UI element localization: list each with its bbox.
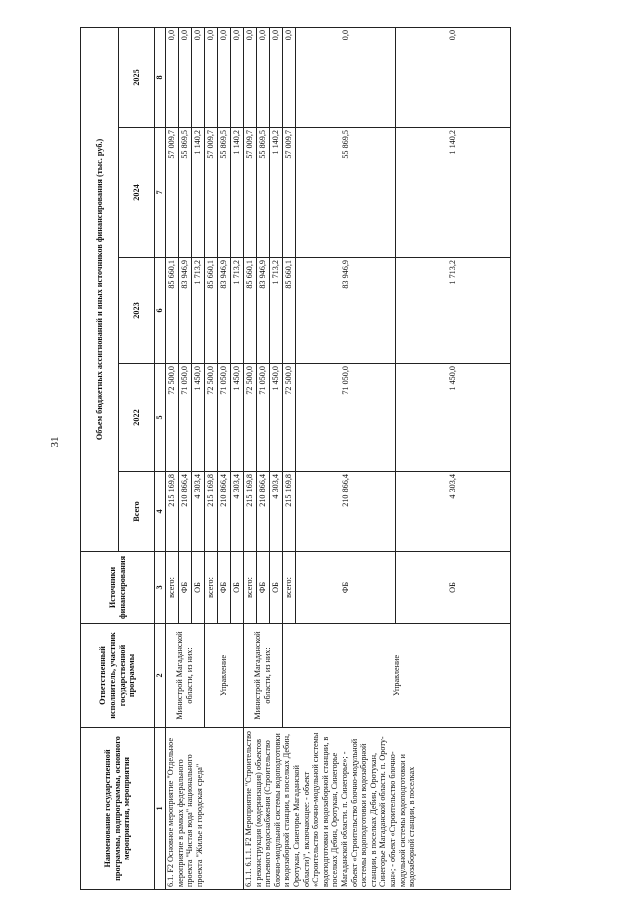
value-2025: 0,0 <box>244 27 257 127</box>
col-number: 3 <box>155 552 166 624</box>
source-cell: ОБ <box>231 552 244 624</box>
value-2023: 1 713,2 <box>231 258 244 364</box>
value-2022: 71 050,0 <box>218 364 231 472</box>
header-volume: Объем бюджетных ассигнований и иных источников финансирования (тыс. руб.) <box>81 27 119 551</box>
source-cell: всего: <box>283 552 296 624</box>
value-2024: 55 869,5 <box>179 128 192 258</box>
value-2024: 55 869,5 <box>296 128 396 258</box>
col-number: 6 <box>155 258 166 364</box>
value-2022: 71 050,0 <box>296 364 396 472</box>
source-cell: ФБ <box>179 552 192 624</box>
executor-cell: Министрой Магаданской области, из них: <box>166 624 205 728</box>
value-2025: 0,0 <box>205 27 218 127</box>
value-2022: 72 500,0 <box>244 364 257 472</box>
value-2025: 0,0 <box>296 27 396 127</box>
value-total: 4 303,4 <box>396 472 511 552</box>
value-2024: 57 009,7 <box>166 128 179 258</box>
rotated-table-container <box>80 28 575 890</box>
value-total: 210 866,4 <box>179 472 192 552</box>
value-2023: 85 660,1 <box>283 258 296 364</box>
source-cell: всего: <box>244 552 257 624</box>
value-2025: 0,0 <box>270 27 283 127</box>
value-total: 4 303,4 <box>231 472 244 552</box>
value-total: 4 303,4 <box>192 472 205 552</box>
value-total: 215 169,8 <box>244 472 257 552</box>
value-2022: 72 500,0 <box>283 364 296 472</box>
source-cell: ФБ <box>218 552 231 624</box>
source-cell: ОБ <box>270 552 283 624</box>
value-2024: 1 140,2 <box>192 128 205 258</box>
col-number: 4 <box>155 472 166 552</box>
value-2022: 71 050,0 <box>179 364 192 472</box>
value-2025: 0,0 <box>218 27 231 127</box>
value-2025: 0,0 <box>231 27 244 127</box>
value-2025: 0,0 <box>179 27 192 127</box>
value-2024: 55 869,5 <box>257 128 270 258</box>
header-total: Всего <box>119 472 155 552</box>
value-2023: 1 713,2 <box>396 258 511 364</box>
col-number: 7 <box>155 128 166 258</box>
value-2023: 83 946,9 <box>218 258 231 364</box>
executor-cell: Министрой Магаданской области, из них: <box>244 624 283 728</box>
source-cell: ФБ <box>257 552 270 624</box>
value-total: 210 866,4 <box>257 472 270 552</box>
value-2025: 0,0 <box>396 27 511 127</box>
source-cell: всего: <box>205 552 218 624</box>
header-year-2025: 2025 <box>119 27 155 127</box>
value-2022: 1 450,0 <box>231 364 244 472</box>
executor-cell: Управление <box>283 624 511 728</box>
value-2024: 1 140,2 <box>270 128 283 258</box>
value-2023: 1 713,2 <box>192 258 205 364</box>
value-2024: 57 009,7 <box>283 128 296 258</box>
source-cell: ОБ <box>396 552 511 624</box>
value-2022: 71 050,0 <box>257 364 270 472</box>
header-year-2024: 2024 <box>119 128 155 258</box>
value-2022: 1 450,0 <box>396 364 511 472</box>
page-number: 31 <box>49 436 61 448</box>
table-body <box>166 27 511 889</box>
value-2025: 0,0 <box>283 27 296 127</box>
value-2023: 83 946,9 <box>179 258 192 364</box>
value-2022: 72 500,0 <box>166 364 179 472</box>
table-row <box>244 27 257 889</box>
value-total: 210 866,4 <box>296 472 396 552</box>
col-number: 1 <box>155 728 166 890</box>
value-total: 4 303,4 <box>270 472 283 552</box>
value-2022: 1 450,0 <box>270 364 283 472</box>
source-cell: ФБ <box>296 552 396 624</box>
value-2024: 1 140,2 <box>231 128 244 258</box>
section-name: 6.1. F2 Основное мероприятие "Отдельное мероприятие в рамках федерального проекта "Чистая вода" национального проекта "Жилье и городская среда" <box>166 728 244 890</box>
col-number: 5 <box>155 364 166 472</box>
source-cell: всего: <box>166 552 179 624</box>
value-2025: 0,0 <box>257 27 270 127</box>
value-2023: 85 660,1 <box>166 258 179 364</box>
table-row <box>166 27 179 889</box>
value-2023: 83 946,9 <box>257 258 270 364</box>
value-total: 215 169,8 <box>283 472 296 552</box>
header-year-2023: 2023 <box>119 258 155 364</box>
col-number: 2 <box>155 624 166 728</box>
value-2023: 1 713,2 <box>270 258 283 364</box>
value-2023: 85 660,1 <box>244 258 257 364</box>
header-year-2022: 2022 <box>119 364 155 472</box>
value-total: 215 169,8 <box>166 472 179 552</box>
value-2023: 83 946,9 <box>296 258 396 364</box>
value-total: 210 866,4 <box>218 472 231 552</box>
value-2024: 1 140,2 <box>396 128 511 258</box>
value-2022: 1 450,0 <box>192 364 205 472</box>
value-2024: 57 009,7 <box>205 128 218 258</box>
table-header <box>81 27 166 889</box>
header-name: Наименование государственной программы, подпрограммы, основного мероприятия, мероприятия <box>81 728 155 890</box>
executor-cell: Управление <box>205 624 244 728</box>
value-2024: 55 869,5 <box>218 128 231 258</box>
value-2025: 0,0 <box>166 27 179 127</box>
source-cell: ОБ <box>192 552 205 624</box>
col-number: 8 <box>155 27 166 127</box>
section-name: 6.1.1. 6.1.1. F2 Мероприятие "Строительство и реконструкция (модернизация) объектов питьевого водоснабжения (Строительство блочно-модульной системы водоподготовки и водозаборной станции, в поселках Дебин, Оротукан, Синегорье Магаданской области)", включающее: - объект «Строительство блочно-модульной системы водоподготовки и водозаборной станции, в поселках Дебин, Оротукан, Синегорье Магаданской области. п. Синегорье»; - объект «Строительство блочно-модульной системы водоподготовки и водозаборной станции, в поселках Дебин, Оротукан, Синегорье Магаданской области. п. Оротукан»; - объект «Строительство блочно-модульной системы водоподготовки и водозаборной станции, в поселках <box>244 728 511 890</box>
value-2025: 0,0 <box>192 27 205 127</box>
value-2022: 72 500,0 <box>205 364 218 472</box>
value-total: 215 169,8 <box>205 472 218 552</box>
value-2023: 85 660,1 <box>205 258 218 364</box>
financing-table <box>80 27 511 890</box>
value-2024: 57 009,7 <box>244 128 257 258</box>
header-source: Источники финансирования <box>81 552 155 624</box>
header-executor: Ответственный исполнитель, участник государственной программы <box>81 624 155 728</box>
